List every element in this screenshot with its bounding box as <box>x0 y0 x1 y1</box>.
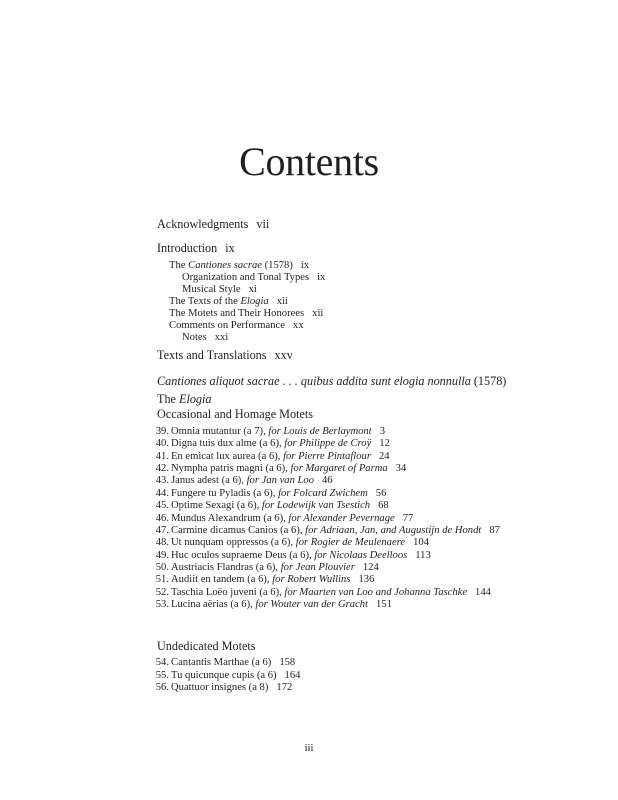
motet-dedicatee: for Maarten van Loo and Johanna Taschke <box>284 586 468 598</box>
motet-page: 144 <box>475 586 491 598</box>
entry-label: Organization and Tonal Types <box>182 272 310 283</box>
elogia-title: Elogia <box>179 392 212 406</box>
motet-title: Quattuor insignes (a 8) <box>171 682 269 693</box>
motet-dedicatee: for Jean Plouvier <box>280 561 355 573</box>
motet-page: 158 <box>279 657 296 668</box>
motet-dedicatee: for Rogier de Meulenaere <box>295 537 406 549</box>
motet-page: 172 <box>276 682 293 693</box>
motet-dedicatee: for Alexander Pevernage <box>288 512 395 524</box>
entry-page: xxv <box>274 348 293 362</box>
motet-title: Nympha patris magni (a 6), <box>171 463 291 475</box>
motet-title: Mundus Alexandrum (a 6), <box>171 512 289 524</box>
motet-number: 42. <box>155 463 169 475</box>
motet-number: 56. <box>155 682 169 693</box>
motet-title: Audiit en tandem (a 6), <box>171 574 273 586</box>
motet-dedicatee: for Margaret of Parma <box>290 463 388 475</box>
page-number: iii <box>304 743 314 754</box>
entry-label: Notes <box>182 332 207 343</box>
entry-page: xi <box>248 284 257 295</box>
motet-number: 47. <box>155 524 169 536</box>
motet-title: En emicat lux aurea (a 6), <box>171 450 284 462</box>
motet-title: Digna tuis dux alme (a 6), <box>171 438 285 450</box>
motet-title: Fungere tu Pyladis (a 6), <box>171 487 279 499</box>
entry-page: vii <box>256 217 270 231</box>
section-occasional-homage: Occasional and Homage Motets <box>157 407 314 421</box>
motet-title: Lucina aërias (a 6), <box>171 599 256 611</box>
motet-title: Janus adest (a 6), <box>171 475 247 487</box>
motet-page: 136 <box>358 574 375 586</box>
motet-number: 44. <box>155 487 169 499</box>
motet-page: 87 <box>489 524 500 536</box>
entry-label: The Texts of the <box>169 296 241 307</box>
motet-dedicatee: for Robert Wullins <box>272 574 351 586</box>
entry-page: xii <box>276 296 288 307</box>
motet-page: 3 <box>379 426 385 437</box>
entry-label: The <box>169 260 189 271</box>
motet-title: Carmine dicamus Canios (a 6), <box>171 524 306 536</box>
motet-title: Optime Sexagi (a 6), <box>171 500 262 512</box>
entry-page: ix <box>317 272 326 283</box>
entry-label-italic: Cantiones sacrae <box>188 260 262 271</box>
elogia-prefix: The <box>157 392 179 406</box>
motet-number: 55. <box>155 669 169 681</box>
motet-dedicatee: for Jan van Loo <box>246 475 314 487</box>
entry-page: ix <box>300 260 310 271</box>
motet-title: Ut nunquam oppressos (a 6), <box>171 537 296 549</box>
motet-number: 40. <box>155 438 169 450</box>
motet-number: 41. <box>155 450 169 462</box>
motet-number: 45. <box>155 500 169 512</box>
motet-number: 48. <box>155 537 169 549</box>
section-undedicated: Undedicated Motets <box>157 639 256 653</box>
motet-page: 124 <box>362 561 379 573</box>
motet-title: Tu quicunque cupis (a 6) <box>171 669 277 681</box>
motet-number: 51. <box>155 574 169 586</box>
motet-page: 24 <box>378 450 390 462</box>
motet-number: 46. <box>155 512 169 524</box>
motet-dedicatee: for Wouter van der Gracht <box>255 599 369 611</box>
entry-label: Musical Style <box>182 284 241 295</box>
motet-number: 39. <box>155 426 169 437</box>
entry-page: xx <box>292 320 304 331</box>
edition-title <box>157 374 506 388</box>
motet-dedicatee: for Lodewijk van Tsestich <box>261 500 371 512</box>
entry-label: Introduction <box>157 241 218 255</box>
motet-title: Omnia mutantur (a 7), <box>171 426 269 437</box>
entry-label: The Motets and Their Honorees <box>169 308 305 319</box>
motet-number: 54. <box>155 657 169 668</box>
motet-dedicatee: for Nicolaas Deelloos <box>314 549 408 561</box>
motet-dedicatee: for Philippe de Croÿ <box>284 438 372 450</box>
edition-title-italic: Cantiones aliquot sacrae . . . quibus addita sunt elogia nonnulla <box>157 374 471 388</box>
motet-number: 49. <box>155 549 169 561</box>
edition-year: (1578) <box>470 374 507 388</box>
toc-entry-texts-translations[interactable] <box>157 348 293 362</box>
motet-page: 77 <box>402 512 414 524</box>
motet-dedicatee: for Folcard Zwichem <box>278 487 368 499</box>
motet-dedicatee: for Pierre Pintaflour <box>283 450 371 462</box>
motet-number: 43. <box>155 475 169 487</box>
entry-label: Texts and Translations <box>157 348 267 362</box>
motet-page: 113 <box>415 549 431 561</box>
motet-page: 34 <box>395 463 407 475</box>
section-elogia <box>157 392 212 406</box>
motet-number: 52. <box>155 586 169 598</box>
entry-page: xxi <box>214 332 229 343</box>
entry-label-suffix: (1578) <box>261 260 293 271</box>
motet-entry[interactable] <box>153 598 392 612</box>
motet-title: Cantantis Marthae (a 6) <box>171 657 272 668</box>
entry-label: Acknowledgments <box>157 217 249 231</box>
entry-page: xii <box>312 308 324 319</box>
entry-label: Comments on Performance <box>169 320 285 331</box>
motet-page: 56 <box>375 487 387 499</box>
toc-entry-acknowledgments[interactable] <box>157 217 269 231</box>
motet-dedicatee: for Adriaan, Jan, and Augustijn de Hondt <box>305 524 482 536</box>
motet-page: 46 <box>322 475 333 487</box>
motet-page: 164 <box>284 669 301 681</box>
motet-entry[interactable] <box>153 681 292 695</box>
motet-dedicatee: for Louis de Berlaymont <box>268 426 372 437</box>
motet-title: Taschia Loëo juveni (a 6), <box>171 586 285 598</box>
motet-number: 53. <box>155 599 169 611</box>
entry-page: ix <box>225 241 235 255</box>
entry-label-italic: Elogia <box>240 296 269 307</box>
toc-subentry[interactable] <box>182 331 228 345</box>
page-title: Contents <box>239 139 379 184</box>
motet-title: Huc oculos supraeme Deus (a 6), <box>171 549 315 561</box>
toc-entry-introduction[interactable] <box>157 241 235 255</box>
motet-title: Austriacis Flandras (a 6), <box>171 561 281 573</box>
motet-page: 104 <box>413 537 429 549</box>
motet-page: 12 <box>379 438 390 450</box>
motet-page: 68 <box>378 500 389 512</box>
motet-number: 50. <box>155 561 169 573</box>
motet-page: 151 <box>376 599 392 611</box>
